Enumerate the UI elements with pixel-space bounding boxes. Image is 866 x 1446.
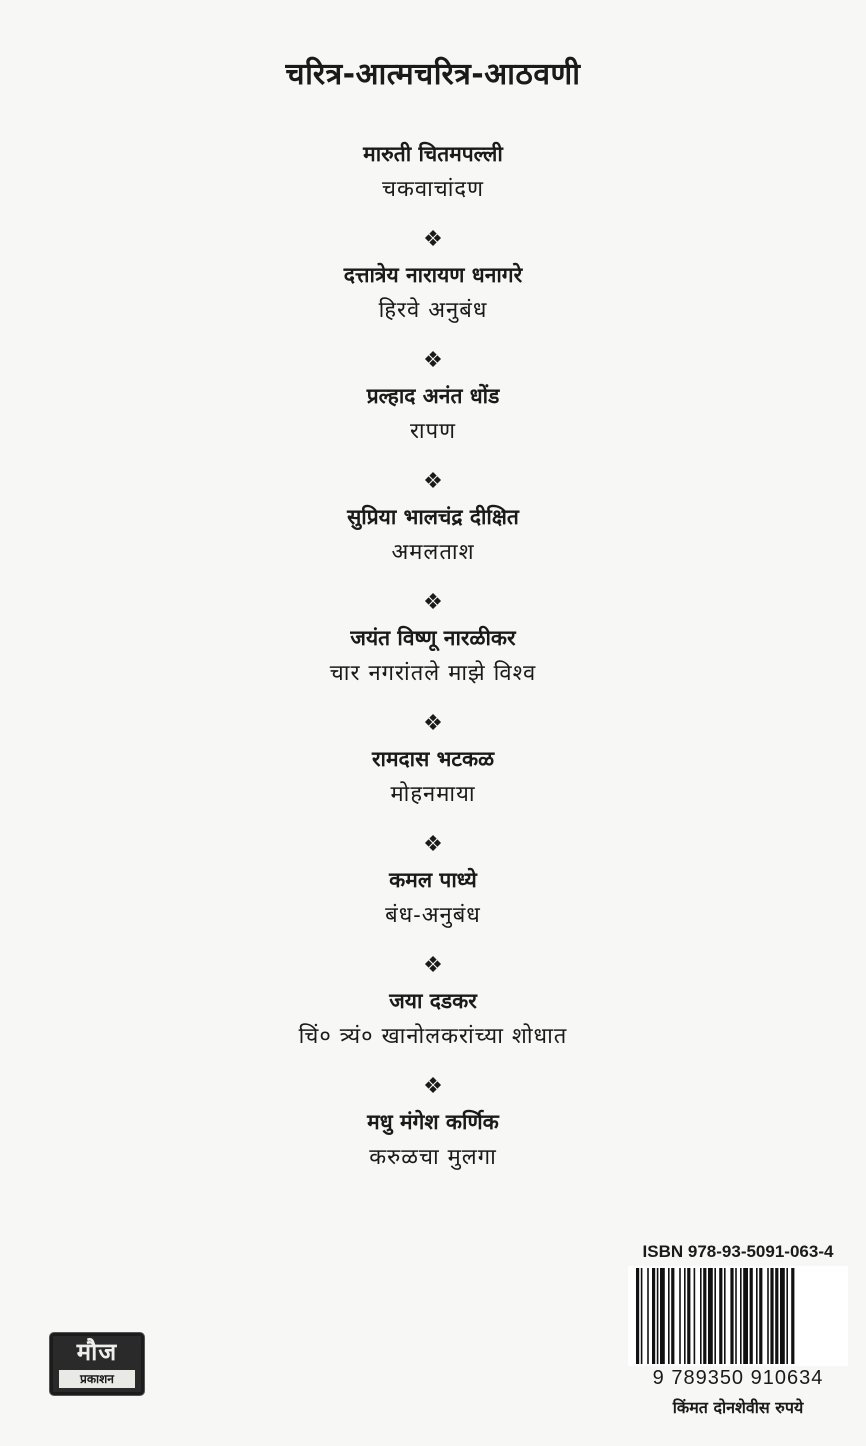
book-title: करुळचा मुलगा bbox=[369, 1145, 497, 1170]
ornament-divider-icon: ❖ bbox=[423, 227, 443, 252]
ornament-divider-icon: ❖ bbox=[423, 1074, 443, 1099]
book-entry bbox=[0, 743, 866, 864]
book-title: मोहनमाया bbox=[390, 782, 476, 807]
publisher-logo bbox=[50, 1333, 144, 1395]
book-title: हिरवे अनुबंध bbox=[378, 298, 488, 323]
barcode-block bbox=[628, 1240, 848, 1440]
book-title: चकवाचांदण bbox=[381, 177, 485, 202]
barcode-digits: 9 789350 910634 bbox=[652, 1367, 824, 1389]
book-author: सुप्रिया भालचंद्र दीक्षित bbox=[347, 505, 519, 529]
ornament-divider-icon: ❖ bbox=[423, 590, 443, 615]
publisher-logo-main: मौज bbox=[76, 1338, 118, 1366]
ornament-divider-icon: ❖ bbox=[423, 469, 443, 494]
book-entry bbox=[0, 380, 866, 501]
book-entry bbox=[0, 864, 866, 985]
book-entry bbox=[0, 259, 866, 380]
price-text: किंमत दोनशेवीस रुपये bbox=[672, 1398, 804, 1417]
ornament-divider-icon: ❖ bbox=[423, 348, 443, 373]
book-entry bbox=[0, 138, 866, 259]
ornament-divider-icon: ❖ bbox=[423, 953, 443, 978]
ornament-divider-icon: ❖ bbox=[423, 711, 443, 736]
book-title: अमलताश bbox=[391, 540, 475, 565]
book-author: रामदास भटकळ bbox=[371, 747, 495, 771]
book-entry bbox=[0, 622, 866, 743]
book-entry bbox=[0, 985, 866, 1106]
book-author: जया दडकर bbox=[389, 989, 477, 1013]
book-title: बंध-अनुबंध bbox=[385, 903, 481, 928]
book-entry bbox=[0, 1106, 866, 1227]
book-list bbox=[0, 138, 866, 1227]
book-title: चिं० त्र्यं० खानोलकरांच्या शोधात bbox=[298, 1024, 568, 1049]
ornament-divider-icon: ❖ bbox=[423, 832, 443, 857]
page-title: चरित्र-आत्मचरित्र-आठवणी bbox=[285, 57, 581, 92]
book-author: जयंत विष्णू नारळीकर bbox=[350, 626, 516, 650]
book-author: प्रल्हाद अनंत धोंड bbox=[366, 384, 500, 408]
book-author: दत्तात्रेय नारायण धनागरे bbox=[343, 263, 523, 287]
book-title: चार नगरांतले माझे विश्व bbox=[329, 661, 537, 686]
isbn-text: ISBN 978-93-5091-063-4 bbox=[642, 1242, 834, 1261]
book-title: रापण bbox=[409, 419, 457, 444]
book-author: मारुती चितमपल्ली bbox=[363, 142, 503, 166]
publisher-logo-sub: प्रकाशन bbox=[59, 1370, 135, 1388]
book-entry bbox=[0, 501, 866, 622]
book-author: मधु मंगेश कर्णिक bbox=[367, 1110, 499, 1134]
barcode-image bbox=[628, 1266, 848, 1366]
book-author: कमल पाध्ये bbox=[389, 868, 477, 892]
